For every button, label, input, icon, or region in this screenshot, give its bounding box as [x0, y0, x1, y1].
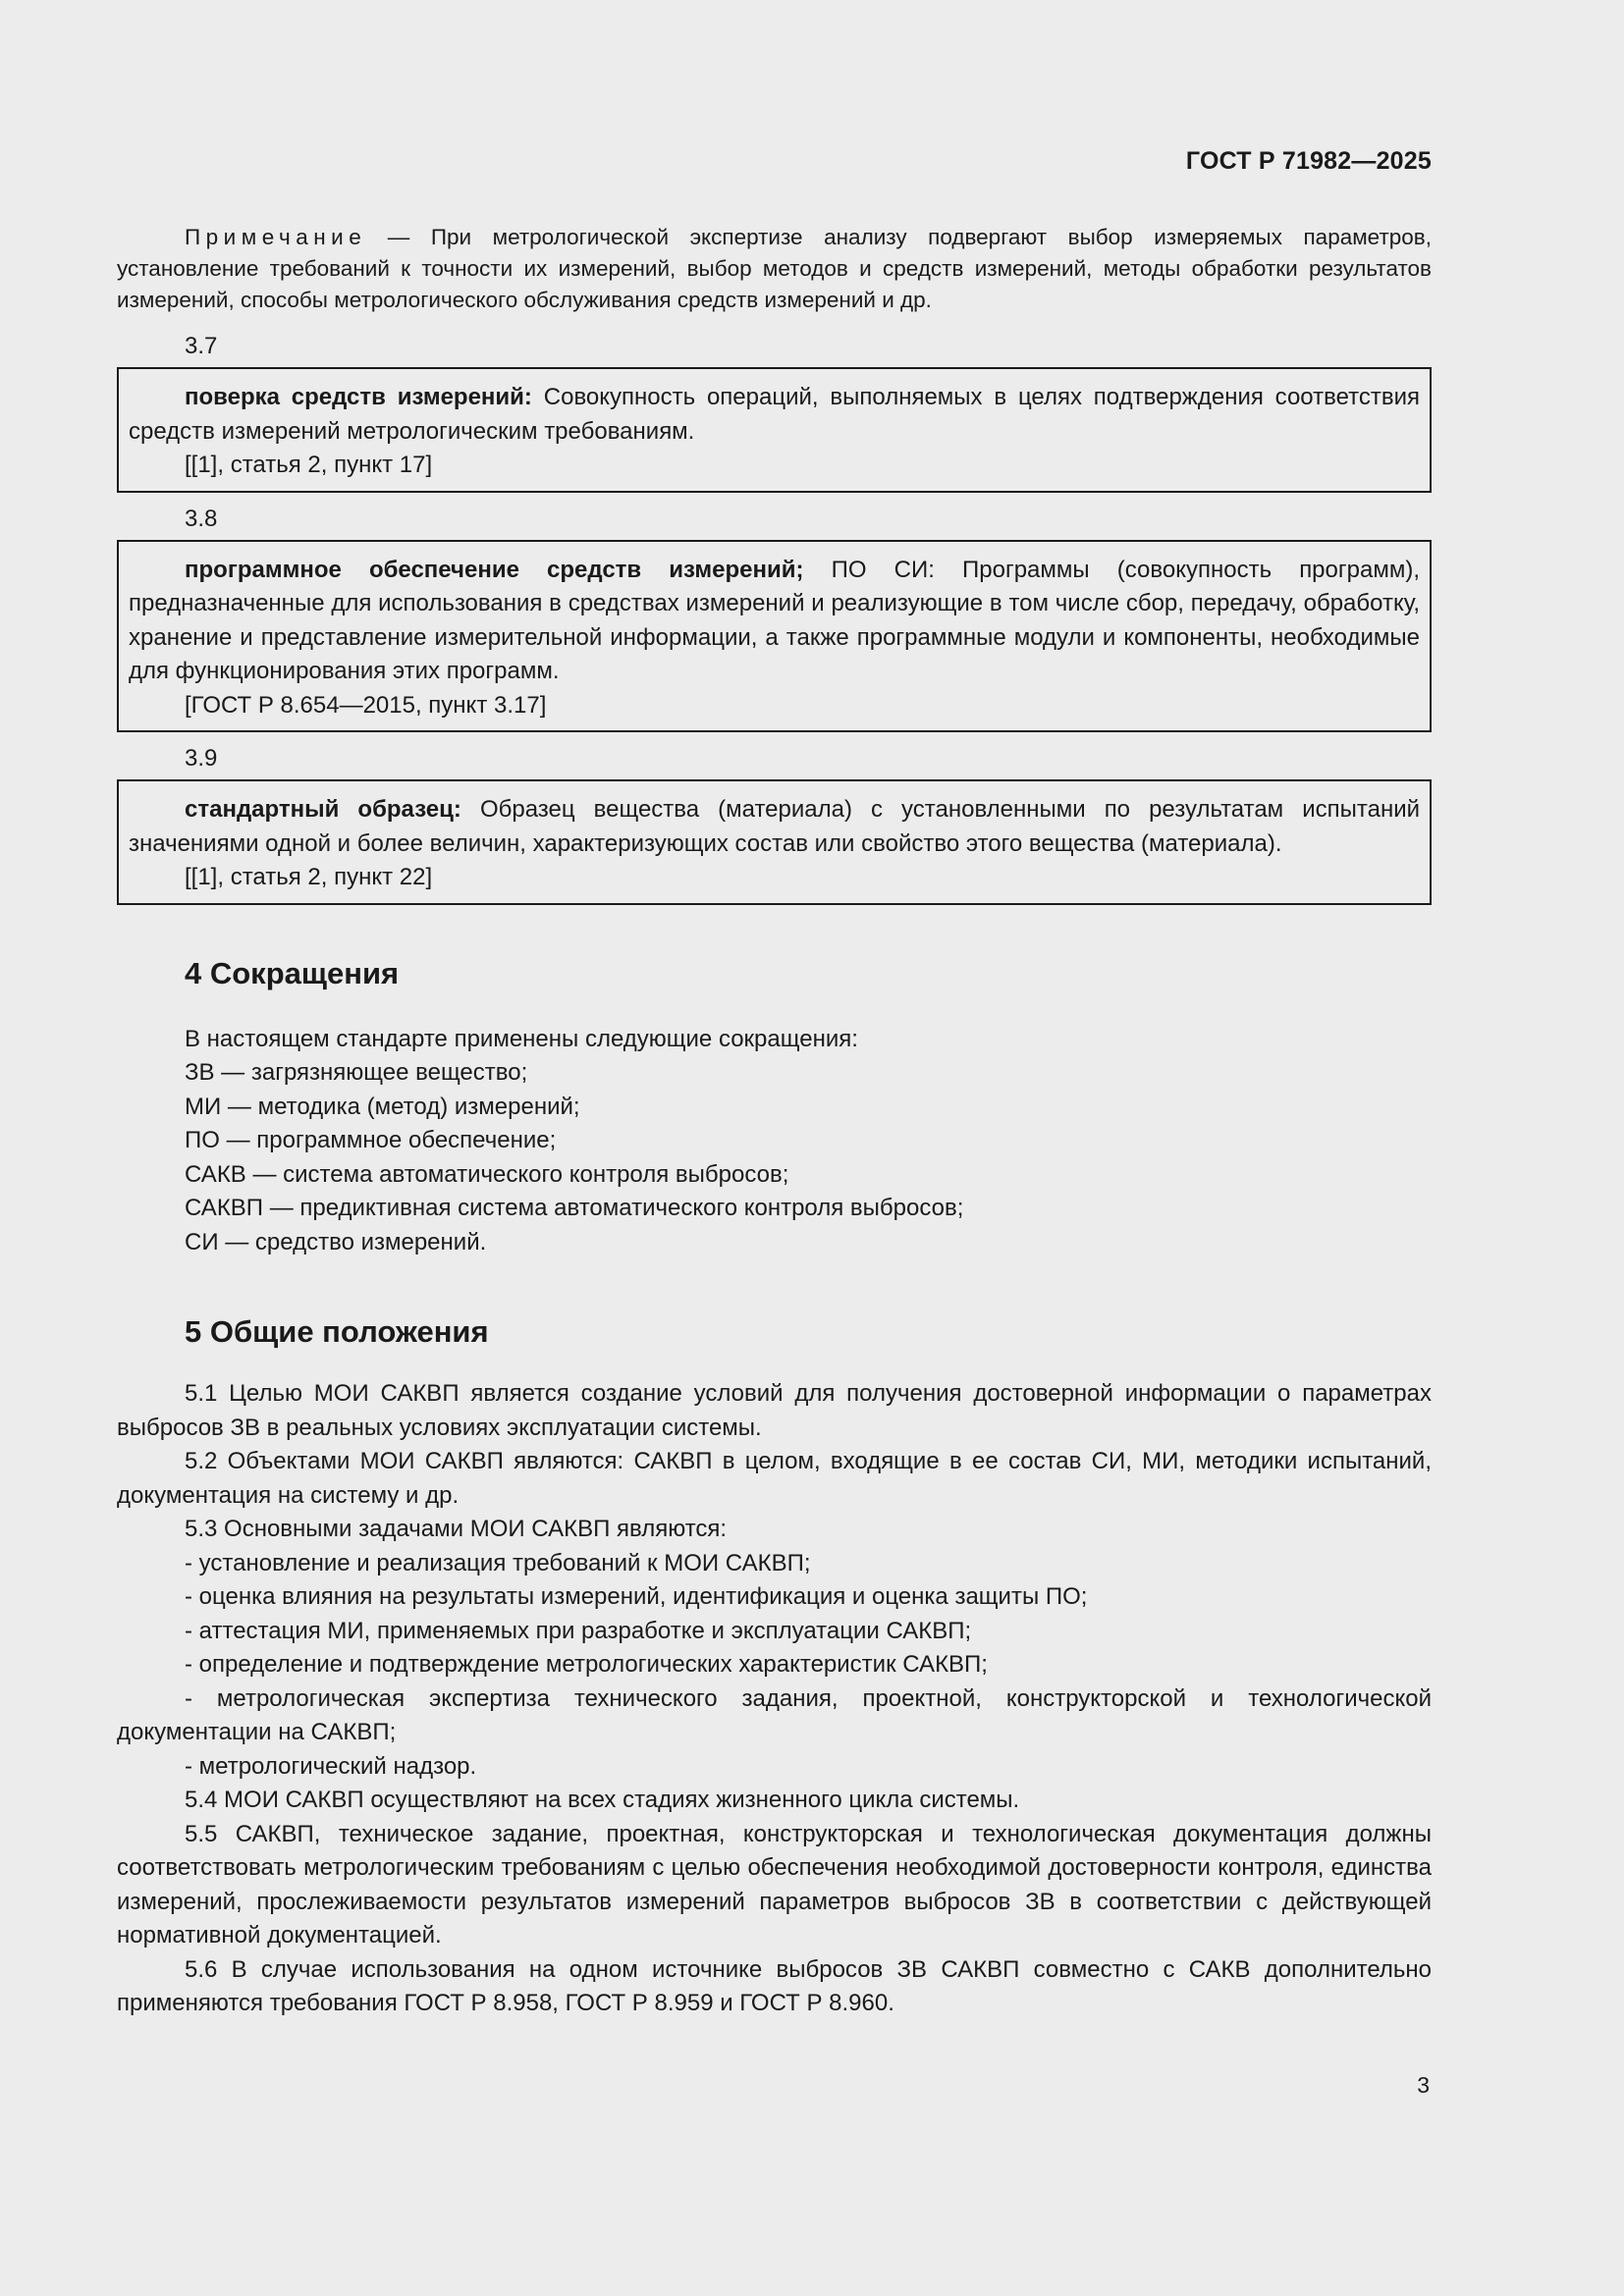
- note-paragraph: [117, 222, 1432, 316]
- list-item: - метрологическая экспертиза технического задания, проектной, конструкторской и технологической документации на САКВП;: [117, 1684, 1432, 1745]
- term-box: [117, 779, 1432, 905]
- list-item: - метрологический надзор.: [185, 1752, 477, 1780]
- abbreviation-item: САКВ — система автоматического контроля выбросов;: [185, 1160, 789, 1188]
- list-item: - установление и реализация требований к МОИ САКВП;: [185, 1549, 811, 1576]
- term-source: [[1], статья 2, пункт 22]: [185, 864, 433, 890]
- clause-paragraph: 5.6 В случае использования на одном источнике выбросов ЗВ САКВП совместно с САКВ дополнительно применяются требования ГОСТ Р 8.958, ГОСТ Р 8.959 и ГОСТ Р 8.960.: [117, 1955, 1432, 2016]
- term-definition: [129, 554, 1420, 689]
- term-definition: [129, 381, 1420, 449]
- term-number: 3.8: [185, 505, 218, 532]
- clause-paragraph: 5.4 МОИ САКВП осуществляют на всех стадиях жизненного цикла системы.: [185, 1787, 1020, 1813]
- term-name: поверка средств измерений:: [185, 384, 532, 410]
- term-number: 3.7: [185, 333, 218, 359]
- term-name: стандартный образец:: [185, 796, 461, 823]
- term-box: [117, 540, 1432, 733]
- abbreviation-item: СИ — средство измерений.: [185, 1228, 487, 1255]
- abbreviation-item: ПО — программное обеспечение;: [185, 1127, 557, 1153]
- term-text: Совокупность операций, выполняемых в целях подтверждения соответствия средств измерений метрологическим требованиям.: [129, 384, 1421, 445]
- page-content: [117, 222, 1432, 2021]
- clause-paragraph: 5.3 Основными задачами МОИ САКВП являются:: [185, 1516, 728, 1542]
- list-item: - аттестация МИ, применяемых при разработке и эксплуатации САКВП;: [185, 1617, 972, 1644]
- abbreviation-item: МИ — методика (метод) измерений;: [185, 1093, 580, 1120]
- page-number: 3: [1417, 2072, 1430, 2098]
- term-name: программное обеспечение средств измерений;: [185, 556, 804, 583]
- term-source: [[1], статья 2, пункт 17]: [185, 452, 433, 478]
- term-text: Образец вещества (материала) с установленными по результатам испытаний значениями одной и более величин, характеризующих состав или свойство этого вещества (материала).: [129, 796, 1421, 857]
- note-label: Примечание: [185, 225, 367, 249]
- term-source: [ГОСТ Р 8.654—2015, пункт 3.17]: [185, 691, 547, 719]
- note-text: — При метрологической экспертизе анализу подвергают выбор измеряемых параметров, установление требований к точности их измерений, выбор методов и средств измерений, методы обработки результатов измерений, способы метрологического обслуживания средств измерений и др.: [117, 225, 1432, 312]
- list-item: - определение и подтверждение метрологических характеристик САКВП;: [185, 1651, 988, 1678]
- clause-paragraph: 5.5 САКВП, техническое задание, проектная, конструкторская и технологическая документация должны соответствовать метрологическим требованиям с целью обеспечения необходимой достоверности контроля, единства измерений, прослеживаемости результатов измерений параметров выбросов ЗВ в соответствии с действующей нормативной документацией.: [117, 1820, 1432, 1949]
- clause-paragraph: 5.1 Целью МОИ САКВП является создание условий для получения достоверной информации о параметрах выбросов ЗВ в реальных условиях эксплуатации системы.: [117, 1380, 1432, 1441]
- term-definition: [129, 793, 1420, 861]
- section-heading: 5 Общие положения: [185, 1314, 489, 1349]
- term-number: 3.9: [185, 745, 218, 772]
- document-code: ГОСТ Р 71982—2025: [1185, 147, 1432, 175]
- section-heading: 4 Сокращения: [185, 955, 400, 990]
- list-item: - оценка влияния на результаты измерений, идентификация и оценка защиты ПО;: [185, 1583, 1088, 1610]
- term-box: [117, 367, 1432, 493]
- abbreviation-item: ЗВ — загрязняющее вещество;: [185, 1059, 528, 1086]
- section-intro: В настоящем стандарте применены следующие сокращения:: [185, 1025, 858, 1052]
- clause-paragraph: 5.2 Объектами МОИ САКВП являются: САКВП в целом, входящие в ее состав СИ, МИ, методики испытаний, документация на систему и др.: [117, 1448, 1432, 1509]
- abbreviation-item: САКВП — предиктивная система автоматического контроля выбросов;: [185, 1195, 964, 1221]
- term-text: ПО СИ: Программы (совокупность программ), предназначенные для использования в средствах измерений и реализующие в том числе сбор, передачу, обработку, хранение и представление измерительной информации, а также программные модули и компоненты, необходимые для функционирования этих программ.: [129, 556, 1420, 684]
